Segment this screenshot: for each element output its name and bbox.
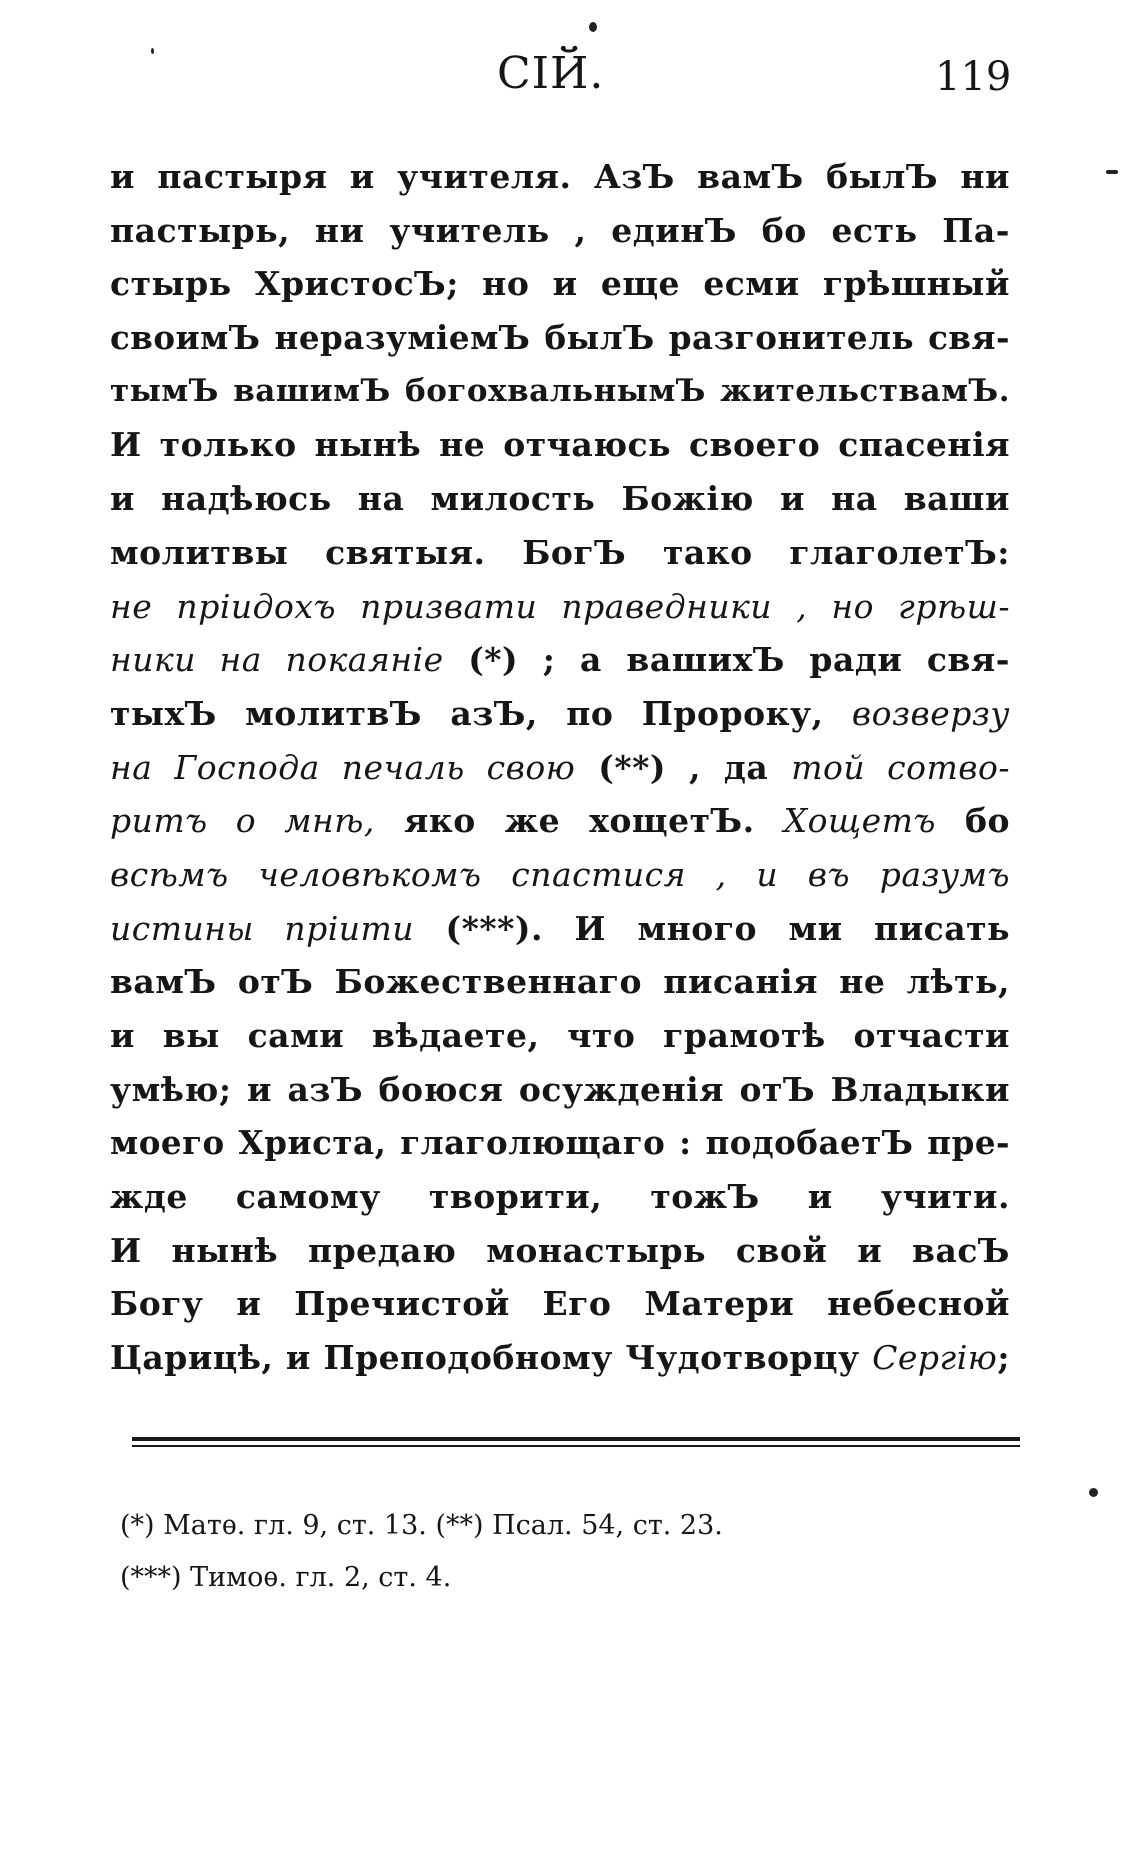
italic-text: Сергiю xyxy=(872,1338,998,1378)
text-segment: своимЪ неразумiемЪ былЪ разгонитель свя- xyxy=(110,318,1010,358)
text-segment: тыхЪ молитвЪ азЪ, по Пророку, xyxy=(110,693,852,733)
italic-text: истины прiити xyxy=(110,908,415,948)
italic-text: ритъ о мнѣ, xyxy=(110,801,375,841)
main-text xyxy=(110,150,1010,1385)
scan-speck xyxy=(1089,1488,1098,1497)
text-segment: жде самому творити, тожЪ и учити. xyxy=(110,1177,1010,1217)
text-segment: Богу и Пречистой Его Матери небесной xyxy=(110,1284,1010,1324)
text-line xyxy=(110,150,1010,204)
italic-text: ники на покаянiе xyxy=(110,640,444,680)
text-segment: и надѣюсь на милость Божiю и на ваши xyxy=(110,479,1010,519)
running-title: СІЙ. xyxy=(497,48,605,99)
text-segment: и пастыря и учителя. АзЪ вамЪ былЪ ни xyxy=(110,157,1010,196)
text-segment: стырь ХристосЪ; но и еще есми грѣшный xyxy=(110,264,1010,304)
text-segment: ; xyxy=(997,1338,1010,1378)
text-line xyxy=(110,1170,1010,1224)
text-segment: умѣю; и азЪ боюся осужденiя отЪ Владыки xyxy=(110,1069,1010,1109)
page-number: 119 xyxy=(935,54,1012,100)
text-line xyxy=(110,1116,1010,1170)
text-line xyxy=(110,955,1010,1009)
text-line xyxy=(110,526,1010,580)
italic-text: на Господа печаль свою xyxy=(110,747,576,787)
text-segment: Царицѣ, и Преподобному Чудотворцу xyxy=(110,1338,873,1378)
italic-text: Хощетъ xyxy=(783,801,936,841)
text-segment: молитвы святыя. БогЪ тако глаголетЪ: xyxy=(110,532,1010,572)
text-segment: вамЪ отЪ Божественнаго писанiя не лѣть, xyxy=(110,962,1010,1002)
footnote: (*) Матѳ. гл. 9, ст. 13. (**) Псал. 54, ст. 23. xyxy=(120,1510,723,1541)
scan-speck xyxy=(1106,170,1118,174)
text-line xyxy=(110,848,1010,902)
text-line xyxy=(110,1009,1010,1063)
text-segment: (*) ; а вашихЪ ради свя- xyxy=(443,640,1011,680)
text-segment: бо xyxy=(935,801,1010,841)
text-line xyxy=(110,472,1010,526)
text-line xyxy=(110,741,1010,795)
text-segment: и вы сами вѣдаете, что грамотѣ отчасти xyxy=(110,1016,1010,1055)
text-line xyxy=(110,204,1010,258)
text-segment: яко же хощетЪ. xyxy=(374,801,784,841)
italic-text: не прiидохъ призвати праведники , но грѣш- xyxy=(110,586,1010,626)
text-segment: (**) , да xyxy=(575,747,792,787)
footnote-rule xyxy=(132,1437,1020,1441)
text-line xyxy=(110,1063,1010,1117)
text-line xyxy=(110,1331,1010,1385)
text-line xyxy=(110,1277,1010,1331)
text-segment: И нынѣ предаю монастырь свой и васЪ xyxy=(110,1230,1010,1270)
text-line xyxy=(110,687,1010,741)
page-header xyxy=(0,40,1140,110)
text-line xyxy=(110,633,1010,687)
text-line xyxy=(110,902,1010,956)
italic-text: возверзу xyxy=(851,693,1010,733)
italic-text: той сотво- xyxy=(791,747,1010,787)
text-segment: тымЪ вашимЪ богохвальнымЪ жительствамЪ. xyxy=(110,372,1010,409)
text-line xyxy=(110,257,1010,311)
text-line xyxy=(110,580,1010,634)
footnote: (***) Тимоѳ. гл. 2, ст. 4. xyxy=(120,1562,452,1593)
text-line xyxy=(110,365,1010,419)
scan-speck xyxy=(151,48,154,54)
footnotes xyxy=(120,1500,980,1604)
text-segment: И только нынѣ не отчаюсь своего спасенiя xyxy=(110,425,1010,465)
text-segment: пастырь, ни учитель , единЪ бо есть Па- xyxy=(110,210,1010,250)
text-segment: моего Христа, глаголющаго : подобаетЪ пре- xyxy=(110,1123,1010,1163)
text-line xyxy=(110,418,1010,472)
text-line xyxy=(110,1224,1010,1278)
scan-speck xyxy=(589,22,597,32)
text-line xyxy=(110,311,1010,365)
italic-text: всѣмъ человѣкомъ спастися , и въ разумъ xyxy=(110,854,1010,894)
text-segment: (***). И много ми писать xyxy=(414,908,1010,948)
text-line xyxy=(110,794,1010,848)
footnote-rule-thin xyxy=(132,1445,1020,1447)
